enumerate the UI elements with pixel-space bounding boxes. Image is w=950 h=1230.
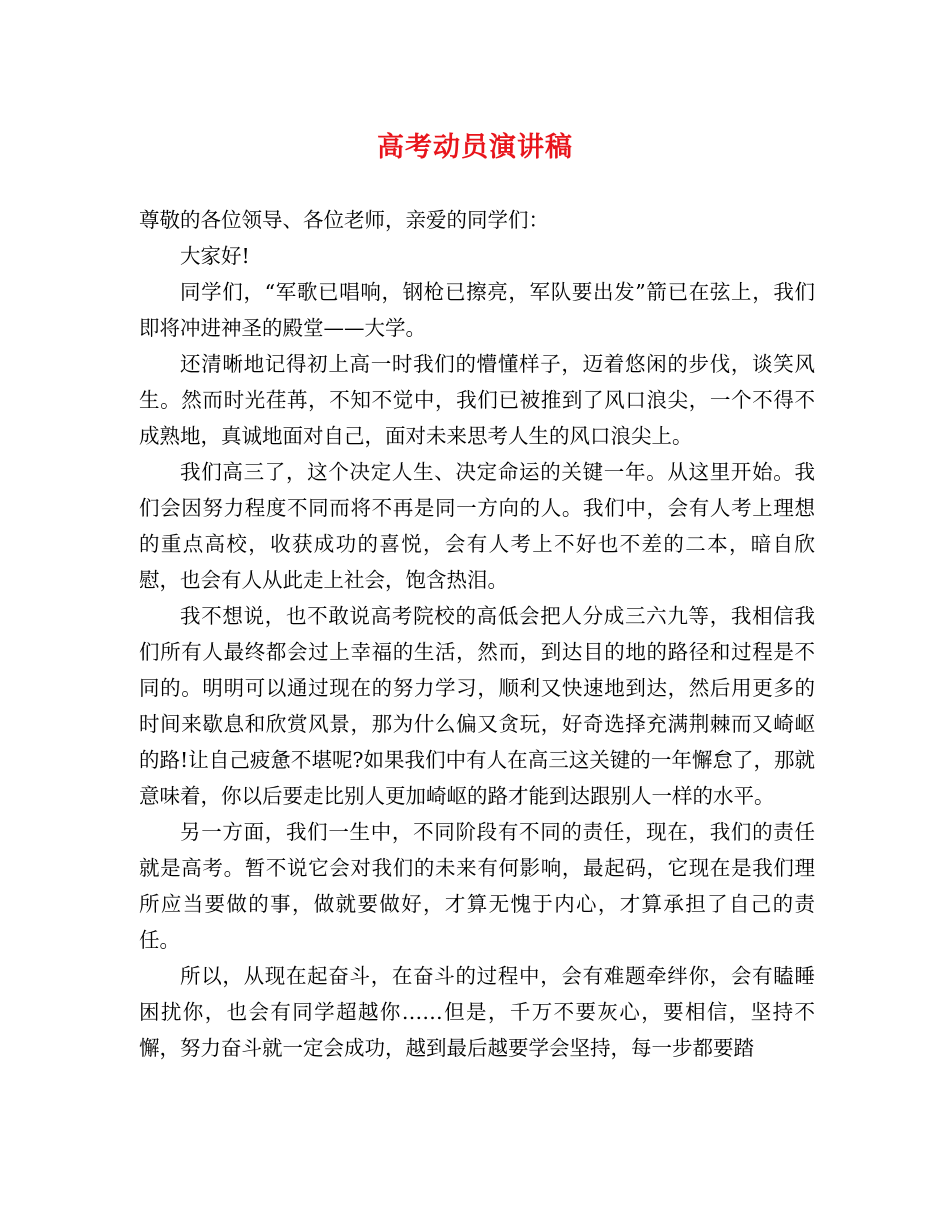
paragraph-6: 所以，从现在起奋斗，在奋斗的过程中，会有难题牵绊你，会有瞌睡困扰你，也会有同学超越你……但是，千万不要灰心，要相信，坚持不懈，努力奋斗就一定会成功，越到最后越要学会坚持，每一步都要踏 [139,964,815,1060]
salutation-line: 尊敬的各位领导、各位老师，亲爱的同学们： [139,208,549,232]
paragraph-3: 我们高三了，这个决定人生、决定命运的关键一年。从这里开始。我们会因努力程度不同而将不再是同一方向的人。我们中，会有人考上理想的重点高校，收获成功的喜悦，会有人考上不好也不差的二本，暗自欣慰，也会有人从此走上社会，饱含热泪。 [139,460,815,592]
paragraph-5: 另一方面，我们一生中，不同阶段有不同的责任，现在，我们的责任就是高考。暂不说它会对我们的未来有何影响，最起码，它现在是我们理所应当要做的事，做就要做好，才算无愧于内心，才算承担了自己的责任。 [139,820,815,952]
document-title: 高考动员演讲稿 [377,132,573,163]
greeting-line: 大家好! [180,244,250,268]
document-body [139,202,815,1066]
paragraph-2: 还清晰地记得初上高一时我们的懵懂样子，迈着悠闲的步伐，谈笑风生。然而时光荏苒，不知不觉中，我们已被推到了风口浪尖，一个不得不成熟地，真诚地面对自己，面对未来思考人生的风口浪尖上。 [139,352,815,448]
paragraph-4: 我不想说，也不敢说高考院校的高低会把人分成三六九等，我相信我们所有人最终都会过上幸福的生活，然而，到达目的地的路径和过程是不同的。明明可以通过现在的努力学习，顺利又快速地到达，然后用更多的时间来歇息和欣赏风景，那为什么偏又贪玩，好奇选择充满荆棘而又崎岖的路!让自己疲惫不堪呢?如果我们中有人在高三这关键的一年懈怠了，那就意味着，你以后要走比别人更加崎岖的路才能到达跟别人一样的水平。 [139,604,815,808]
paragraph-1: 同学们，“军歌已唱响，钢枪已擦亮，军队要出发”箭已在弦上，我们即将冲进神圣的殿堂——大学。 [139,280,815,340]
